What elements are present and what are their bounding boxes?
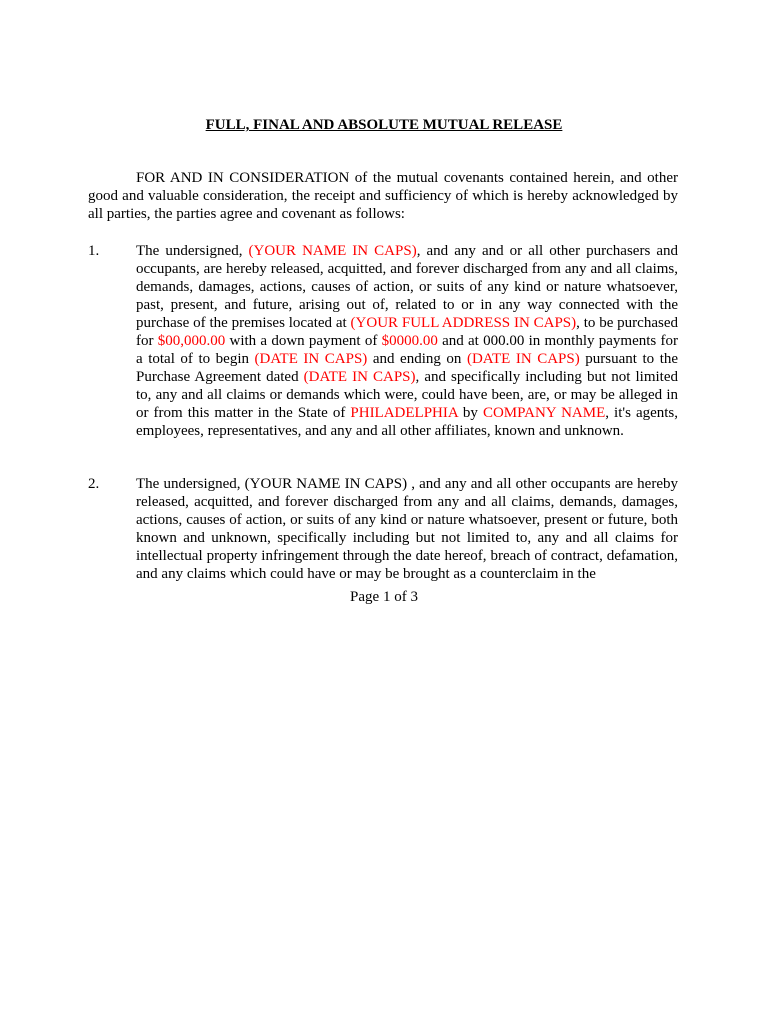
text-segment: , to be purchased for [136,315,678,349]
placeholder-agreement-date: (DATE IN CAPS) [303,369,416,385]
text-segment: The undersigned, [136,243,249,259]
item-text: The undersigned, (YOUR NAME IN CAPS) , and any and all other occupants are hereby released, acquitted, and forever discharged from any and all claims, demands, damages, actions, causes of action, or suits of any kind or nature whatsoever, present or future, both known and unknown, specifically including but not limited to, any and all claims for intellectual property infringement through the date hereof, breach of contract, defamation, and any claims which could have or may be brought as a counterclaim in the [136,476,678,582]
item-number: 2. [88,476,100,492]
placeholder-company: COMPANY NAME [482,405,606,421]
document-title: FULL, FINAL AND ABSOLUTE MUTUAL RELEASE [205,117,563,133]
item-text [136,242,678,440]
text-segment: by [457,405,483,421]
placeholder-name: (YOUR NAME IN CAPS) [248,243,417,259]
intro-paragraph: FOR AND IN CONSIDERATION of the mutual covenants contained herein, and other good and valuable consideration, the receipt and sufficiency of which is hereby acknowledged by all parties, the parties agree and covenant as follows: [88,170,678,222]
text-segment: and ending on [367,351,467,367]
placeholder-price: $00,000.00 [157,333,226,349]
placeholder-end-date: (DATE IN CAPS) [466,351,580,367]
text-segment: , and any and or all other purchasers and occupants, are hereby released, acquitted, and forever discharged from any and all claims, demands, damages, actions, causes of action, or suits of any kind or nature whatsoever, past, present, and future, arising out of, related to or in any way connected with the purchase of the premises located at [136,243,679,331]
text-segment: and at 000.00 in monthly payments for a total of to begin [136,333,678,367]
placeholder-start-date: (DATE IN CAPS) [254,351,368,367]
text-segment: pursuant to the Purchase Agreement dated [136,351,679,385]
placeholder-down-payment: $0000.00 [381,333,438,349]
text-segment: with a down payment of [225,333,382,349]
numbered-item [88,475,678,583]
placeholder-state: PHILADELPHIA [350,405,458,421]
page-number: Page 1 of 3 [350,589,418,605]
text-segment: , it's agents, employees, representatives, and any and all other affiliates, known and unknown. [136,405,679,439]
placeholder-address: (YOUR FULL ADDRESS IN CAPS) [350,315,577,331]
text-segment: , and specifically including but not limited to, any and all claims or demands which were, could have been, are, or may be alleged in or from this matter in the State of [136,369,678,421]
numbered-item [88,242,678,440]
item-number: 1. [88,243,100,259]
